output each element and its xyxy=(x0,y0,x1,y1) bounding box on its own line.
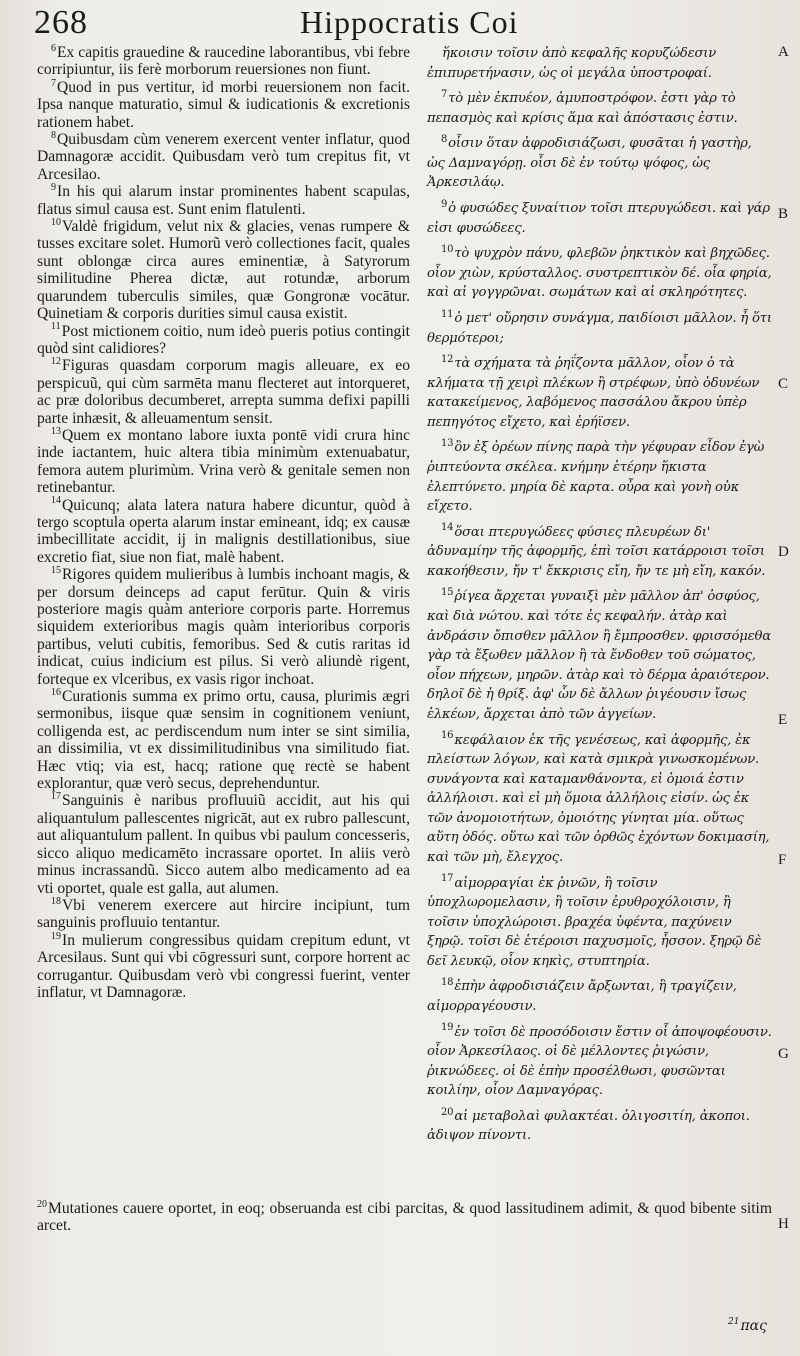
latin-aphorism xyxy=(37,688,410,792)
aphorism-20-latin xyxy=(37,1200,772,1235)
aphorism-text: Quod in pus vertitur, id morbi reuersionem non facit. Ipsa nanque maturatio, simul & iudicationis & excretionis rationem habet. xyxy=(37,78,410,131)
aphorism-text: ὁ μετ' οὔρησιν συνάγμα, παιδίοισι μᾶλλον. ἦ ὅτι θερμότεροι; xyxy=(427,310,772,346)
aphorism-number: 12 xyxy=(441,353,454,365)
greek-aphorism xyxy=(427,977,772,1016)
latin-column xyxy=(37,44,410,1001)
latin-aphorism xyxy=(37,183,410,218)
catchword xyxy=(728,1318,767,1334)
aphorism-number: 19 xyxy=(441,1022,454,1034)
aphorism-text: ἐν τοῖσι δὲ προσόδοισιν ἔστιν οἷ ἀποψοφέουσιν. οἷον Ἀρκεσίλαος. οἱ δὲ μέλλοντες ῥιγώσιν, ῥικνώδεες. οἱ δὲ ἐπὴν προσέλθωσι, φυσῶνται κοιλίην, οἷον Δαμναγόρας. xyxy=(427,1024,772,1099)
aphorism-number: 20 xyxy=(37,1198,47,1210)
aphorism-text: Quem ex montano labore iuxta pontē vidi crura hinc inde iactantem, huic altera tibia minimùm extenuabatur, femora autem plurimùm. Vrina verò & genitale semen non retinebantur. xyxy=(37,426,410,497)
running-title: Hippocratis Coi xyxy=(300,4,519,40)
aphorism-text: Curationis summa ex primo ortu, causa, plurimis ægri sermonibus, iisque quæ sensim in cognitionem veniunt, colligenda est, ac perdiscendum num inter se sint similia, an dissimilia, vt ex dissimilitudinibus vna similitudo fiat. Hæc vtiq; via est, hacq; ratione quę rectè se habent explorantur, quæ verò secus, deprehenduntur. xyxy=(37,688,410,793)
catchword-number: 21 xyxy=(728,1317,740,1328)
greek-aphorism xyxy=(427,199,772,238)
greek-aphorism xyxy=(427,44,772,83)
aphorism-text: Quicunq; alata latera natura habere dicuntur, quòd à tergo scoptula operta alarum instar emineant, idq; ex causæ imbecillitate accidit, ij in malignis destillationibus, siue excretio fiat, siue non fiat, malè habent. xyxy=(37,496,410,566)
greek-aphorism xyxy=(427,1107,772,1146)
aphorism-text: Quibusdam cùm venerem exercent venter inflatur, quod Damnagoræ accidit. Quibusdam verò tum crepitus fit, vt Arcesilao. xyxy=(37,131,410,183)
aphorism-number: 8 xyxy=(441,133,448,145)
greek-column xyxy=(427,44,772,1152)
aphorism-number: 17 xyxy=(441,873,454,885)
page-header xyxy=(0,0,800,48)
aphorism-number: 18 xyxy=(51,895,61,907)
latin-aphorism xyxy=(37,566,410,688)
aphorism-text: οἷσιν ὅταν ἀφροδισιάζωσι, φυσᾶται ἡ γαστὴρ, ὡς Δαμναγόρῃ. οἷσι δὲ ἐν τούτῳ ψόφος, ὡς Ἀρκεσιλάῳ. xyxy=(427,136,752,191)
aphorism-number: 9 xyxy=(51,182,56,194)
aphorism-text: Post mictionem coitio, num ideò pueris potius contingit quòd sint calidiores? xyxy=(37,322,410,357)
greek-aphorism xyxy=(427,731,772,868)
greek-aphorism xyxy=(427,438,772,516)
greek-aphorism xyxy=(427,244,772,303)
aphorism-number: 13 xyxy=(51,425,61,437)
aphorism-text: Ex capitis grauedine & raucedine laborantibus, vbi febre corripiuntur, iis ferè morborum reuersiones non fiunt. xyxy=(37,44,410,79)
margin-letter-h: H xyxy=(778,1216,789,1232)
latin-aphorism xyxy=(37,44,410,79)
aphorism-text: ῥίγεα ἄρχεται γυναιξὶ μὲν μᾶλλον ἀπ' ὀσφύος, καὶ διὰ νώτου. καὶ τότε ἐς κεφαλήν. ἀτὰρ καὶ ἀνδράσιν ὄπισθεν μᾶλλον ἢ ἔμπροσθεν. φρισσόμεθα γὰρ τὰ ἔξωθεν μᾶλλον ἢ τὰ ἔνδοθεν τοῦ σώματος, οἷον πήχεων, μηρῶν. ἀτὰρ καὶ τὸ δέρμα ἀραιότερον. δηλοῖ δὲ ἡ θρίξ. ἀφ' ὧν δὲ ἄλλων ῥιγέουσιν ἴσως ἑλκέων, ἄρχεται ἀπὸ τῶν ἀγγείων. xyxy=(427,589,771,722)
aphorism-number: 14 xyxy=(51,495,61,507)
greek-aphorism xyxy=(427,523,772,582)
aphorism-text: Rigores quidem mulieribus à lumbis inchoant magis, & per dorsum deinceps ad caput ferūtur. Quin & viris posteriore magis quàm anteriore corporis parte. Horremus siquidem exterioribus magis quàm interioribus corporis partibus, veluti cubitis, femoribus. Sed & cutis raritas id indicat, cuius indicium est pilus. Si verò aliundè rigent, forteque ex vlceribus, ex vasis rigor inchoat. xyxy=(37,566,410,688)
greek-aphorism xyxy=(427,874,772,972)
aphorism-text: Valdè frigidum, velut nix & glacies, venas rumpere & tusses excitare solet. Humorũ verò collectiones facit, quales sunt oblongæ circa aures eminentiæ, à Satyrorum similitudine Pherea dictæ, aut rotundæ, arborum quarundem tuberculis similes, quæ Gongronæ vocātur. Quinetiam & corporis durities simul causa existit. xyxy=(37,218,410,323)
aphorism-number: 14 xyxy=(441,522,454,534)
greek-aphorism xyxy=(427,309,772,348)
aphorism-number: 15 xyxy=(51,565,61,576)
aphorism-text: τὰ σχήματα τὰ ῥηΐζοντα μᾶλλον, οἷον ὁ τὰ κλήματα τῇ χειρὶ πλέκων ἢ στρέφων, ὑπὸ ὀδυνέων κατακείμενος, λαβόμενος πασσάλου ἄκρου ὑπὲρ πεπηγότος εἴχετο, καὶ ἐρήϊσεν. xyxy=(427,356,760,430)
margin-letter-d: D xyxy=(778,544,789,560)
greek-aphorism xyxy=(427,1023,772,1101)
aphorism-number: 13 xyxy=(441,438,454,450)
aphorism-text: ἥκοισιν τοῖσιν ἀπὸ κεφαλῆς κορυζώδεσιν ἐπιπυρετήνασιν, ὡς οἱ μεγάλα ὑποστροφαί. xyxy=(427,46,717,81)
aphorism-text: ὃν ἐξ ὀρέων πίνης παρὰ τὴν γέφυραν εἶδον ἐγὼ ῥιπτεύοντα σκέλεα. κνήμην ἑτέρην ἥκιστα ἐλεπτύνετο. μηρία δὲ καρτα. οὖρα καὶ γονὴ οὐκ εἴχετο. xyxy=(427,440,765,515)
aphorism-text: ὅσαι πτερυγώδεες φύσιες πλευρέων δι' ἀδυναμίην τῆς ἀφορμῆς, ἐπὶ τοῖσι κατάρροισι τοῖσι κακοήθεσιν, ἤν τ' ἔκκρισις εἴη, ἤν τε μὴ εἴη, κακόν. xyxy=(427,524,766,579)
aphorism-number: 16 xyxy=(441,730,454,742)
greek-aphorism xyxy=(427,89,772,128)
aphorism-text: αἱμορραγίαι ἐκ ῥινῶν, ἢ τοῖσιν ὑποχλωρομελασιν, ἢ τοῖσιν ἐρυθροχόλοισιν, ἢ τοῖσιν ὑποχλώροισι. βραχέα ὑφέντα, παχύνειν ξηρῷ. τοῖσι δὲ ἑτέροισι παχυσμοῖς, ἧσσον. ξηρῷ δὲ δεῖ λευκῷ, οἷον κηκὶς, στυπτηρία. xyxy=(427,875,762,969)
margin-letter-c: C xyxy=(778,376,789,392)
latin-aphorism xyxy=(37,897,410,932)
aphorism-text: Sanguinis è naribus profluuiũ accidit, aut his qui aliquantulum pallescentes nigricāt, aut ex rubro pallescunt, aut aliquantulum pallent. In quibus vbi paulum concesseris, sicco aliquo medicamēto incrassare oportet. In aliis verò minus incrassandũ. Sicco autem albo medicamento ad ea vti oportet, quale est galla, aut alumen. xyxy=(37,792,410,897)
aphorism-number: 7 xyxy=(51,77,56,89)
greek-aphorism xyxy=(427,354,772,432)
margin-letter-e: E xyxy=(778,712,788,728)
latin-aphorism xyxy=(37,427,410,497)
aphorism-text: Figuras quasdam corporum magis alleuare, ex eo perspicuũ, qui cùm sarmēta manu flecteret aut intorqueret, ac præ doloribus decumberet, arrepta summa defixi papilli parte inhæsit, & alleuamentum sensit. xyxy=(37,357,410,427)
aphorism-number: 17 xyxy=(51,791,61,803)
aphorism-text: ἐπὴν ἀφροδισιάζειν ἄρξωνται, ἢ τραγίζειν, αἱμορραγέουσιν. xyxy=(427,979,737,1015)
margin-letter-f: F xyxy=(778,852,787,868)
latin-aphorism xyxy=(37,218,410,322)
latin-aphorism xyxy=(37,79,410,131)
latin-aphorism xyxy=(37,497,410,567)
aphorism-number: 7 xyxy=(441,88,448,100)
aphorism-number: 19 xyxy=(51,930,61,942)
aphorism-number: 8 xyxy=(51,129,56,141)
aphorism-number: 11 xyxy=(441,308,454,320)
latin-aphorism xyxy=(37,323,410,358)
aphorism-number: 10 xyxy=(51,216,61,228)
aphorism-number: 6 xyxy=(51,42,56,54)
aphorism-text: τὸ ψυχρὸν πάνυ, φλεβῶν ῥηκτικὸν καὶ βηχῶδες. οἷον χιὼν, κρύσταλλος. συστρεπτικὸν δέ. οἷα φηρία, καὶ αἱ γογγρῶναι. σωμάτων καὶ αἱ σκληρότητες. xyxy=(427,246,772,301)
latin-aphorism xyxy=(37,357,410,427)
aphorism-text: Vbi venerem exercere aut hircire incipiunt, tum sanguinis profluuio tentantur. xyxy=(37,896,410,932)
aphorism-text: αἱ μεταβολαὶ φυλακτέαι. ὀλιγοσιτίη, ἀκοποι. ἀδιψον πίνοντι. xyxy=(427,1108,750,1144)
latin-aphorism xyxy=(37,792,410,896)
aphorism-number: 16 xyxy=(51,686,61,698)
latin-aphorism xyxy=(37,932,410,1002)
aphorism-number: 20 xyxy=(441,1106,454,1118)
aphorism-number: 12 xyxy=(51,356,61,368)
aphorism-number: 10 xyxy=(441,243,454,255)
catchword-text: πας xyxy=(740,1318,767,1334)
aphorism-text: ὁ φυσώδες ξυναίτιον τοῖσι πτερυγώδεσι. καὶ γάρ εἰσι φυσώδεες. xyxy=(427,201,770,236)
aphorism-text: τὸ μὲν ἐκπυέον, ἀμυποστρόφον. ἐστι γὰρ τὸ πεπασμὸς καὶ κρίσις ἅμα καὶ ἀπόστασις ἐστιν. xyxy=(427,91,738,126)
page-number: 268 xyxy=(34,4,88,41)
aphorism-number: 18 xyxy=(441,977,454,989)
aphorism-text: In mulierum congressibus quidam crepitum edunt, vt Arcesilaus. Sunt qui vbi cōgressuri sunt, corpore horrent ac corrugantur. Quibusdam verò vbi congressi fuerint, venter inflatur, vt Damnagoræ. xyxy=(37,931,410,1001)
margin-letter-g: G xyxy=(778,1046,789,1062)
aphorism-number: 9 xyxy=(441,198,448,210)
margin-letter-b: B xyxy=(778,206,789,222)
greek-aphorism xyxy=(427,134,772,193)
aphorism-text: In his qui alarum instar prominentes habent scapulas, flatus simul causa est. Sunt enim flatulenti. xyxy=(37,183,410,218)
greek-aphorism xyxy=(427,587,772,724)
latin-aphorism xyxy=(37,131,410,183)
margin-letter-a: A xyxy=(778,44,789,60)
aphorism-number: 11 xyxy=(51,321,61,333)
aphorism-text: Mutationes cauere oportet, in eoq; obseruanda est cibi parcitas, & quod lassitudinem adimit, & quod bibente sitim arcet. xyxy=(37,1200,772,1235)
aphorism-text: κεφάλαιον ἐκ τῆς γενέσεως, καὶ ἀφορμῆς, ἐκ πλείστων λόγων, καὶ κατὰ σμικρὰ γινωσκομένων. συνάγοντα καὶ καταμανθάνοντα, εἰ ὁμοιά ἐστιν ἀλλήλοισι. καὶ εἰ μὴ ὅμοια ἀλλήλοις εἰσίν. ὡς ἐκ τῶν ἀνομοιοτήτων, ὁμοιότης γίνηται μία. οὕτως αὕτη ὁδός. οὕτω καὶ τῶν ὀρθῶς ἐχόντων δοκιμασίη, καὶ τῶν μὴ, ἔλεγχος. xyxy=(427,732,770,865)
aphorism-number: 15 xyxy=(441,587,454,599)
